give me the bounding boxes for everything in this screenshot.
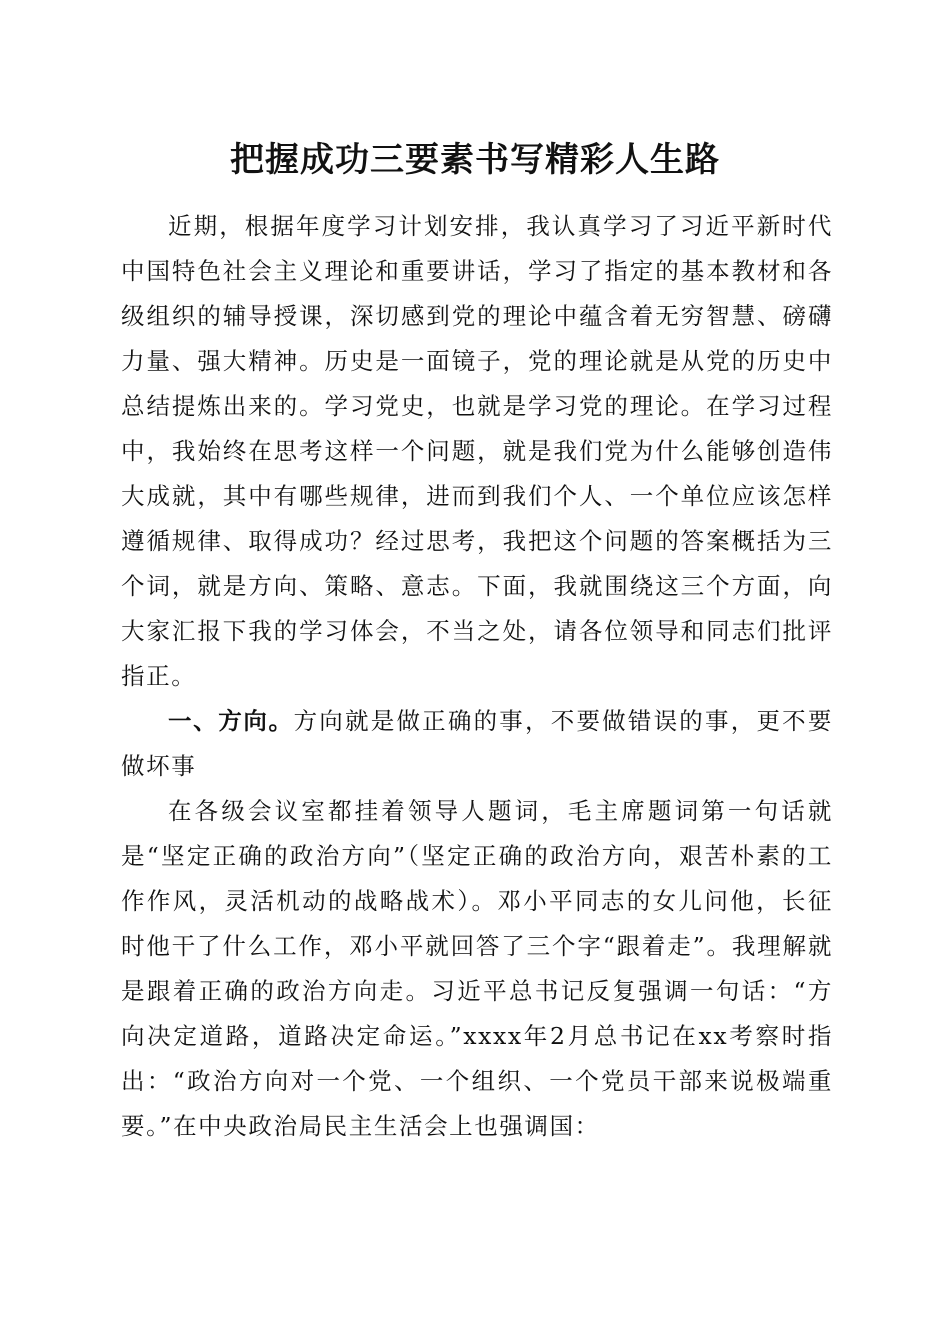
intro-paragraph bbox=[121, 204, 833, 699]
section-heading-text: 方向就是做正确的事，不要做错误的事，更不要做坏事 bbox=[121, 707, 833, 780]
document-body bbox=[121, 204, 833, 1149]
section-heading-label: 一、方向。 bbox=[168, 707, 294, 735]
section-heading-paragraph bbox=[121, 699, 833, 789]
body-paragraph-text: 在各级会议室都挂着领导人题词，毛主席题词第一句话就是“坚定正确的政治方向”（坚定正确的政治方向，艰苦朴素的工作作风，灵活机动的战略战术）。邓小平同志的女儿问他，长征时他干了什么工作，邓小平就回答了三个字“跟着走”。我理解就是跟着正确的政治方向走。习近平总书记反复强调一句话：“方向决定道路，道路决定命运。”xxxx年2月总书记在xx考察时指出：“政治方向对一个党、一个组织、一个党员干部来说极端重要。”在中央政治局民主生活会上也强调国： bbox=[121, 797, 833, 1140]
document-title: 把握成功三要素书写精彩人生路 bbox=[230, 140, 720, 180]
intro-paragraph-text: 近期，根据年度学习计划安排，我认真学习了习近平新时代中国特色社会主义理论和重要讲话，学习了指定的基本教材和各级组织的辅导授课，深切感到党的理论中蕴含着无穷智慧、磅礴力量、强大精神。历史是一面镜子，党的理论就是从党的历史中总结提炼出来的。学习党史，也就是学习党的理论。在学习过程中，我始终在思考这样一个问题，就是我们党为什么能够创造伟大成就，其中有哪些规律，进而到我们个人、一个单位应该怎样遵循规律、取得成功？经过思考，我把这个问题的答案概括为三个词，就是方向、策略、意志。下面，我就围绕这三个方面，向大家汇报下我的学习体会，不当之处，请各位领导和同志们批评指正。 bbox=[121, 212, 833, 690]
body-paragraph bbox=[121, 789, 833, 1149]
